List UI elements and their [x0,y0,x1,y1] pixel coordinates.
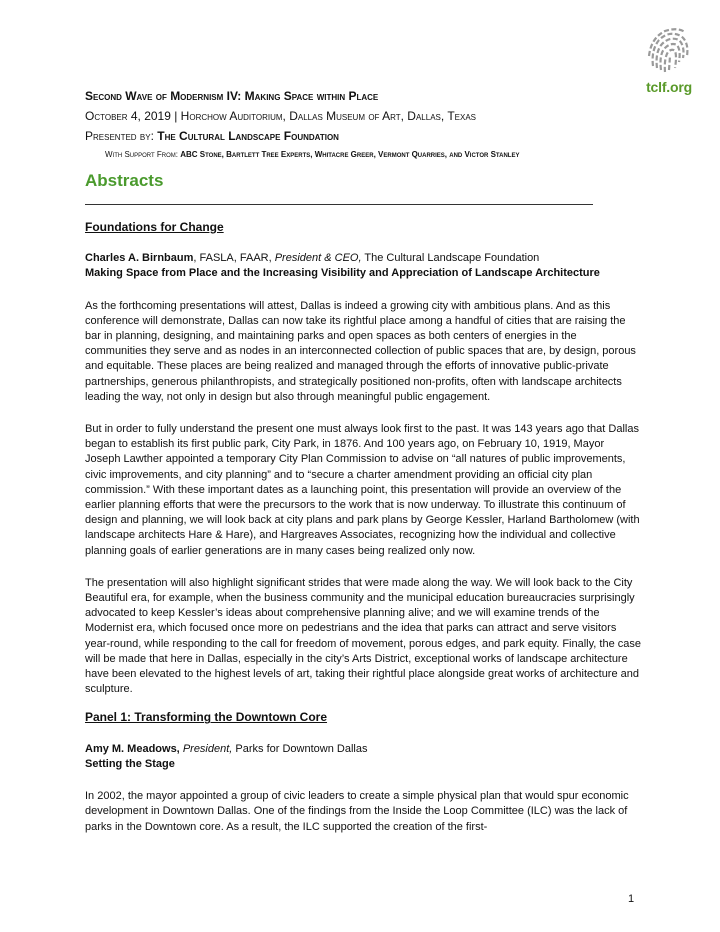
presented-by: Presented by: The Cultural Landscape Foundation [85,129,339,143]
event-date-venue: October 4, 2019 | Horchow Auditorium, Dallas Museum of Art, Dallas, Texas [85,109,476,123]
paragraph: As the forthcoming presentations will attest, Dallas is indeed a growing city with ambitious plans. And as this conference will demonstrate, Dallas can now take its rightful place among a handful of cities that are raising the bar in planning, designing, and maintaining parks and open spaces as both centers of energies in the communities they serve and as nodes in an interconnected collection of public spaces that are, by design, porous and equitable. These places are being realized and managed through the efforts of innovative public-private partnerships, generous philanthropists, and strategically positioned non-profits, often with landscape architects leading the way, not only in design but also through meaningful public engagement. [85,299,636,403]
page-number: 1 [628,893,635,905]
divider [85,204,593,205]
section-title: Abstracts [85,171,164,190]
fingerprint-icon [647,26,691,74]
paragraph: The presentation will also highlight significant strides that were made along the way. We will look back to the City Beautiful era, for example, when the business community and the municipal education bureaucracies surprisingly advocated to keep Kessler’s ideas about comprehensive planning alive; and we will examine trends of the Modernist era, which focused once more on pedestrians and the idea that parks can attract and serve visitors year-round, while responding to the call for freedom of movement, porous edges, and park equity. Finally, the case will be made that here in Dallas, especially in the city’s Arts District, exceptional works of landscape architecture have been elevated to the highest levels of art, taking their rightful place alongside great works of architecture and sculpture. [85,576,642,696]
document-header [85,86,645,164]
talk-title: Making Space from Place and the Increasing Visibility and Appreciation of Landscape Architecture [85,267,600,280]
paragraph: In 2002, the mayor appointed a group of civic leaders to create a simple physical plan that would spur economic development in Downtown Dallas. One of the findings from the Inside the Loop Committee (ILC) was the lack of parks in the Downtown core. As a result, the ILC supported the creation of the first- [85,790,629,833]
abstracts-body [85,220,641,835]
logo-text[interactable]: tclf.org [646,79,692,95]
event-title: Second Wave of Modernism IV: Making Space within Place [85,89,379,103]
sponsors: With Support From: ABC Stone, Bartlett Tree Experts, Whitacre Greer, Vermont Quarries, and Victor Stanley [105,150,520,159]
speaker-line: Amy M. Meadows, President, Parks for Downtown Dallas [85,742,368,755]
logo [644,26,694,95]
paragraph: But in order to fully understand the present one must always look first to the past. It was 143 years ago that Dallas began to establish its first public park, City Park, in 1876. And 100 years ago, on February 10, 1919, Mayor Joseph Lawther appointed a temporary City Plan Commission to advise on “all natures of public improvements, civic improvements, and city planning” and to “secure a charter amendment providing an official city plan commission.” With these important dates as a launching point, this presentation will provide an overview of the earlier planning efforts that were the precursors to the work that is now underway. To illustrate this continuum of design and planning, we will look back at city plans and park plans by George Kessler, Harland Bartholomew (with landscape architects Hare & Hare), and Hargreaves Associates, recognizing how the individual and collective planning goals of earlier generations are in many cases being realized only now. [85,423,640,557]
speaker-line: Charles A. Birnbaum, FASLA, FAAR, President & CEO, The Cultural Landscape Foundation [85,252,540,265]
subsection-heading: Panel 1: Transforming the Downtown Core [85,710,328,725]
subsection-heading: Foundations for Change [85,220,224,234]
talk-title: Setting the Stage [85,757,175,770]
